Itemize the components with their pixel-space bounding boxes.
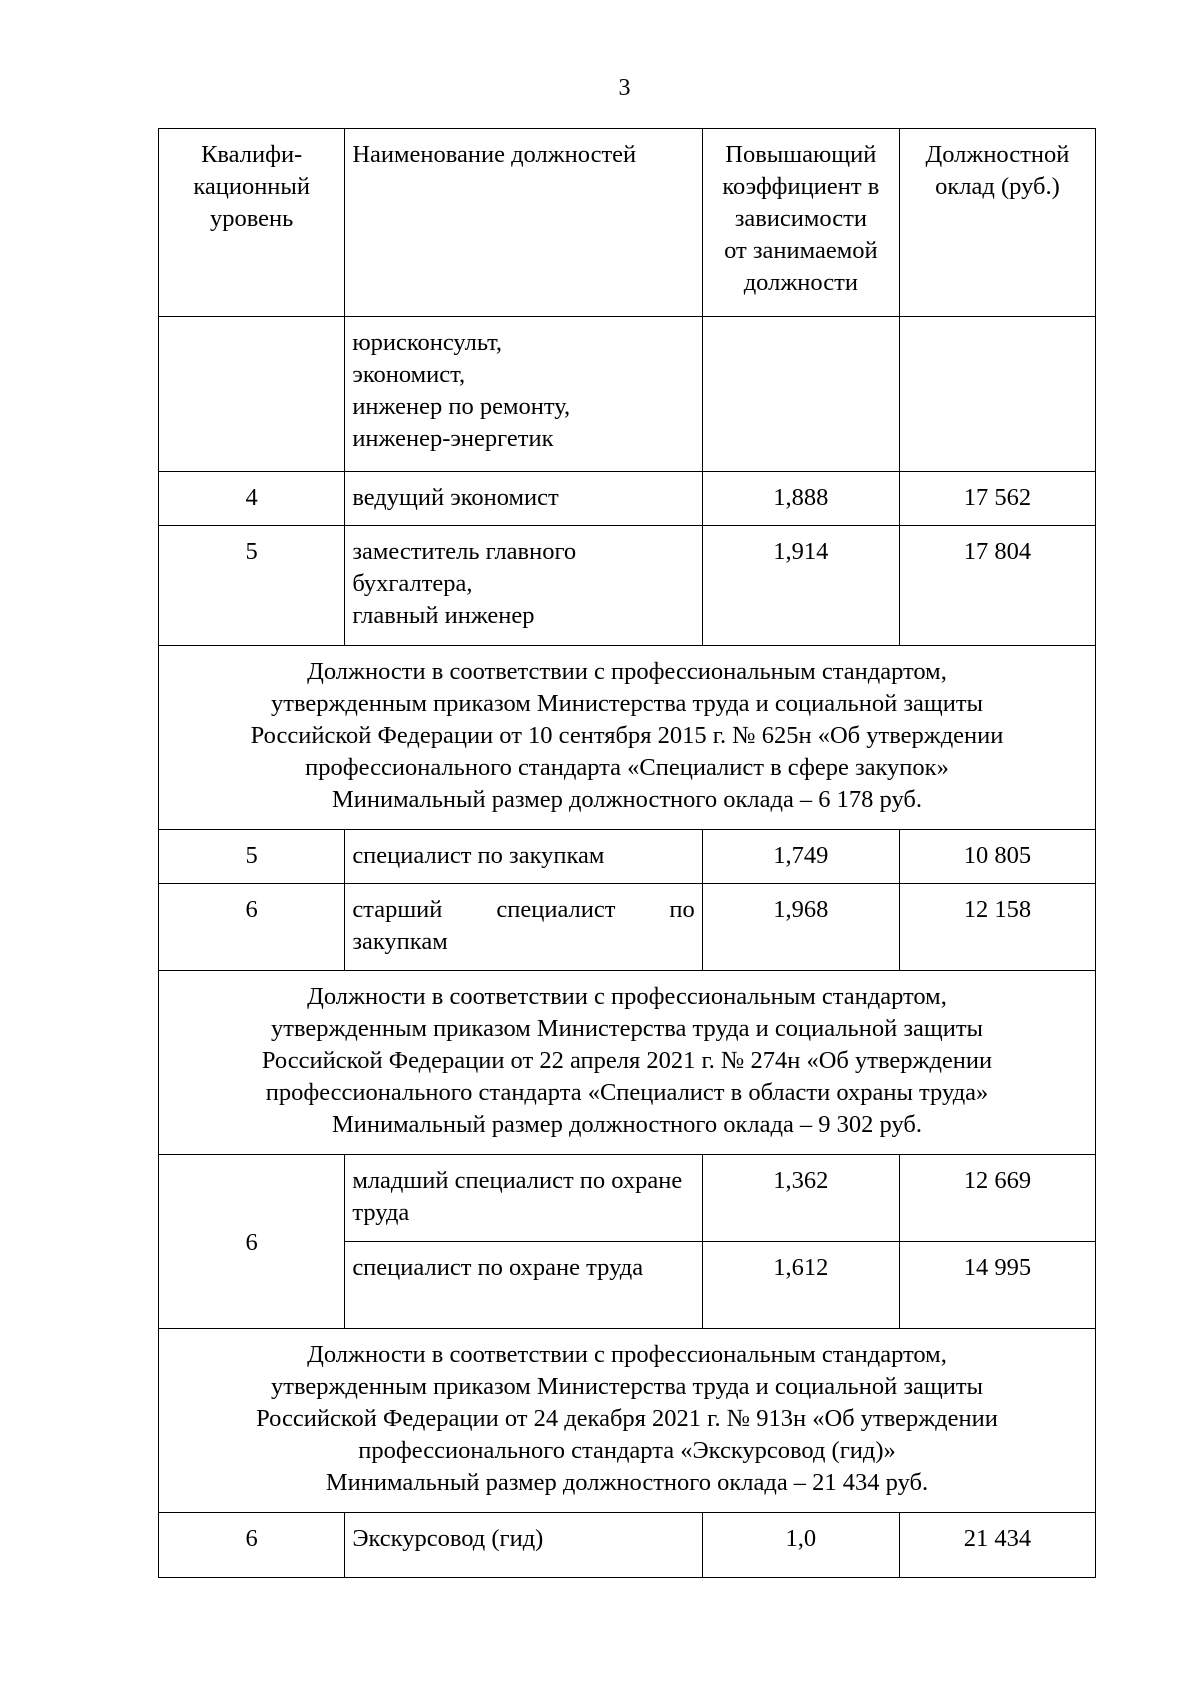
coefficient-cell: 1,968 [702, 884, 899, 971]
header-position-name: Наименование должностей [345, 129, 702, 317]
level-cell: 6 [159, 884, 345, 971]
section-heading-text: Должности в соответствии с профессиональным стандартом, утвержденным приказом Министерства труда и социальной защиты Российской Федерации от 10 сентября 2015 г. № 625н «Об утверждении профессионального стандарта «Специалист в сфере закупок» Минимальный размер должностного оклада – 6 178 руб. [159, 646, 1096, 830]
level-cell: 5 [159, 526, 345, 646]
salary-cell: 17 562 [899, 472, 1095, 526]
level-cell: 4 [159, 472, 345, 526]
table-row [159, 884, 1096, 971]
level-cell: 6 [159, 1513, 345, 1578]
table-row [159, 526, 1096, 646]
coefficient-cell: 1,0 [702, 1513, 899, 1578]
salary-table [158, 128, 1096, 1578]
header-salary: Должностной оклад (руб.) [899, 129, 1095, 317]
coefficient-cell: 1,888 [702, 472, 899, 526]
level-cell [159, 317, 345, 472]
position-name-cell: юрисконсульт, экономист, инженер по ремонту, инженер-энергетик [345, 317, 702, 472]
coefficient-cell [702, 317, 899, 472]
level-cell: 5 [159, 830, 345, 884]
salary-cell: 17 804 [899, 526, 1095, 646]
salary-cell [899, 317, 1095, 472]
table-header-row [159, 129, 1096, 317]
table-row [159, 1155, 1096, 1242]
section-heading-text: Должности в соответствии с профессиональным стандартом, утвержденным приказом Министерства труда и социальной защиты Российской Федерации от 22 апреля 2021 г. № 274н «Об утверждении профессионального стандарта «Специалист в области охраны труда» Минимальный размер должностного оклада – 9 302 руб. [159, 971, 1096, 1155]
position-name-cell: специалист по закупкам [345, 830, 702, 884]
section-heading-procurement [159, 646, 1096, 830]
position-name-cell: Экскурсовод (гид) [345, 1513, 702, 1578]
position-name-cell: заместитель главного бухгалтера, главный инженер [345, 526, 702, 646]
section-heading-text: Должности в соответствии с профессиональным стандартом, утвержденным приказом Министерства труда и социальной защиты Российской Федерации от 24 декабря 2021 г. № 913н «Об утверждении профессионального стандарта «Экскурсовод (гид)» Минимальный размер должностного оклада – 21 434 руб. [159, 1329, 1096, 1513]
salary-cell: 14 995 [899, 1242, 1095, 1329]
table-row [159, 1513, 1096, 1578]
table-row [159, 317, 1096, 472]
header-coefficient: Повышающий коэффициент в зависимости от занимаемой должности [702, 129, 899, 317]
section-heading-labor-protection [159, 971, 1096, 1155]
level-cell: 6 [159, 1155, 345, 1329]
position-name-cell: специалист по охране труда [345, 1242, 702, 1329]
salary-cell: 12 669 [899, 1155, 1095, 1242]
coefficient-cell: 1,612 [702, 1242, 899, 1329]
coefficient-cell: 1,362 [702, 1155, 899, 1242]
position-name-cell: младший специалист по охране труда [345, 1155, 702, 1242]
table-row [159, 472, 1096, 526]
salary-cell: 10 805 [899, 830, 1095, 884]
section-heading-guide [159, 1329, 1096, 1513]
position-name-cell: старший специалист по закупкам [345, 884, 702, 971]
salary-cell: 12 158 [899, 884, 1095, 971]
salary-cell: 21 434 [899, 1513, 1095, 1578]
page-number: 3 [618, 75, 631, 101]
coefficient-cell: 1,914 [702, 526, 899, 646]
header-level: Квалифи- кационный уровень [159, 129, 345, 317]
table-row [159, 830, 1096, 884]
position-name-cell: ведущий экономист [345, 472, 702, 526]
coefficient-cell: 1,749 [702, 830, 899, 884]
